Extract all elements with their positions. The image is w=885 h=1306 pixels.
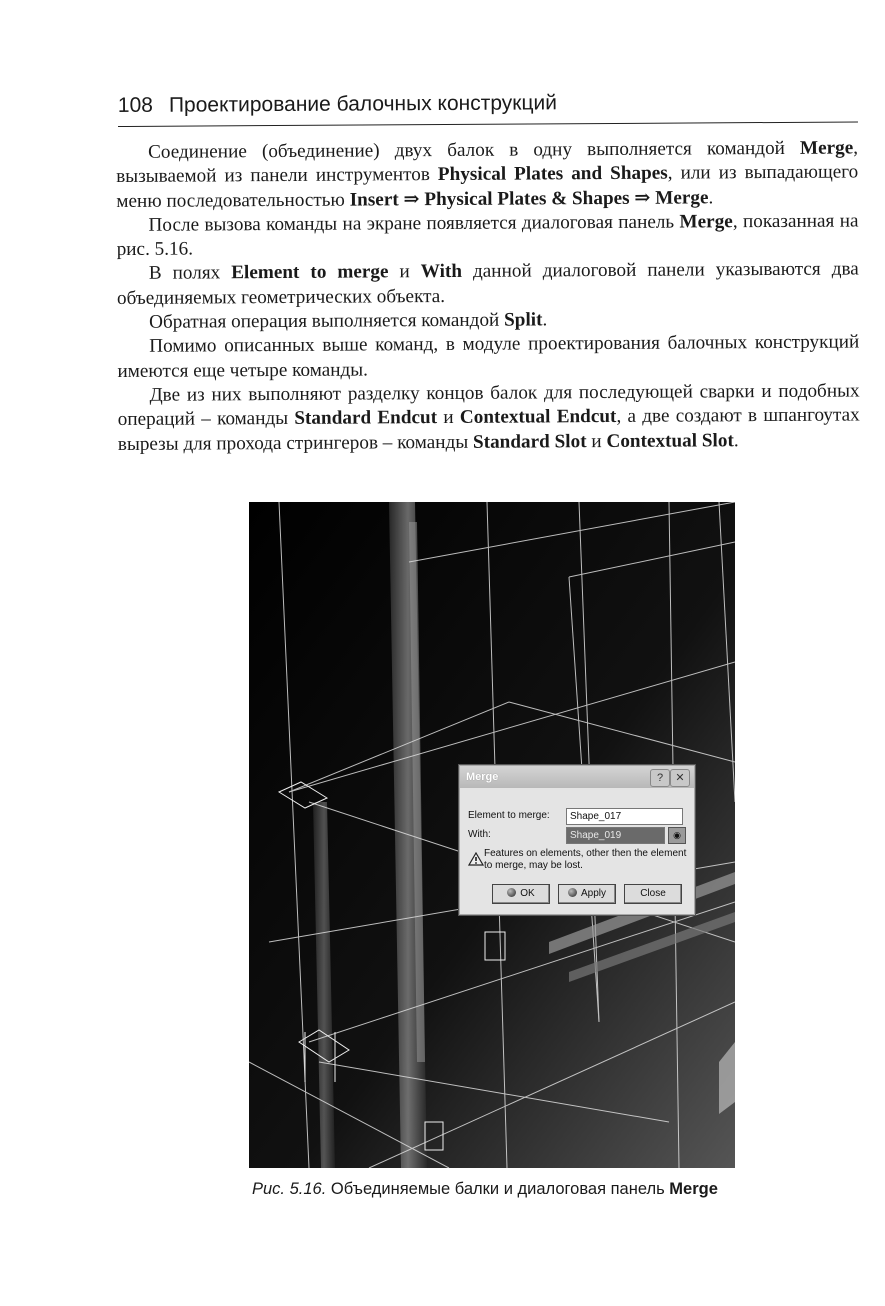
paragraph-dialog-appears (116, 209, 858, 262)
close-x-button[interactable]: ✕ (670, 769, 690, 787)
text-span: Соединение (объединение) двух балок в одну выполняется командой (148, 137, 801, 163)
text-span: и (586, 430, 607, 452)
caption-number: Рис. 5.16. (252, 1180, 327, 1198)
text-span: , а две создают в шпангоутах вырезы для прохода стрингеров – команды (117, 404, 860, 455)
bold-term: Merge (799, 137, 854, 159)
text-span: , вызываемой из панели инструментов (116, 137, 859, 188)
text-span: В полях (148, 262, 232, 285)
close-button[interactable]: Close (624, 884, 682, 904)
warning-text: Features on elements, other then the element to merge, may be lost. (484, 848, 687, 871)
text-span: , или из выпадающего меню последовательностью (116, 161, 859, 212)
ok-label: OK (520, 888, 535, 899)
apply-label: Apply (580, 888, 606, 899)
paragraph-merge-intro (116, 136, 858, 213)
caption-bold: Merge (669, 1180, 718, 1198)
caption-text: Объединяемые балки и диалоговая панель (326, 1180, 670, 1198)
text-span: Две из них выполняют разделку концов балок для последующей сварки и подобных операций – команды (117, 380, 860, 431)
bold-term: Insert ⇒ Physical Plates & Shapes ⇒ Merge (349, 186, 709, 211)
page-header (118, 87, 858, 127)
text-span: и (437, 407, 460, 429)
text-span: . (708, 186, 714, 208)
element-to-merge-field[interactable]: Shape_017 (566, 808, 683, 825)
warning-icon (468, 852, 484, 866)
text-span: Помимо описанных выше команд, в модуле проектирования балочных конструкций имеются еще четыре команды. (117, 331, 860, 382)
page-number: 108 (117, 93, 153, 118)
bold-term: Contextual Endcut (459, 406, 617, 429)
text-span: , показанная на рис. 5.16. (116, 210, 859, 261)
pick-element-icon[interactable]: ◉ (668, 827, 686, 844)
text-span: После вызова команды на экране появляется диалоговая панель (148, 211, 680, 236)
chapter-title: Проектирование балочных конструкций (168, 91, 558, 117)
help-button[interactable]: ? (650, 769, 670, 787)
apply-icon (568, 888, 577, 897)
with-label: With: (468, 829, 491, 840)
bold-term: Standard Endcut (294, 407, 438, 430)
text-span: . (542, 309, 548, 331)
bold-term: Split (504, 309, 543, 331)
text-span: данной диалоговой панели указываются два объединяемых геометрических объекта. (116, 258, 859, 309)
text-span: . (733, 429, 739, 451)
ok-icon (507, 888, 516, 897)
paragraph-endcut-slot (117, 379, 859, 456)
paragraph-four-commands (117, 331, 859, 384)
bold-term: Merge (679, 211, 733, 233)
ok-button[interactable] (492, 884, 550, 904)
with-field[interactable]: Shape_019 (566, 827, 665, 844)
bold-term: Physical Plates and Shapes (437, 162, 668, 186)
bold-term: Contextual Slot (606, 429, 734, 452)
body-text (116, 136, 860, 456)
paragraph-fields (117, 258, 859, 311)
element-to-merge-label: Element to merge: (468, 810, 550, 821)
figure-screenshot (249, 502, 735, 1168)
merge-dialog (459, 765, 695, 915)
dialog-title: Merge (466, 771, 499, 783)
text-span: и (388, 261, 421, 283)
text-span: Обратная операция выполняется командой (149, 309, 505, 333)
dialog-titlebar[interactable] (460, 766, 694, 788)
figure-caption (252, 1178, 772, 1200)
bold-term: Element to merge (231, 261, 389, 284)
bold-term: With (420, 261, 463, 283)
bold-term: Standard Slot (472, 430, 587, 453)
apply-button[interactable] (558, 884, 616, 904)
